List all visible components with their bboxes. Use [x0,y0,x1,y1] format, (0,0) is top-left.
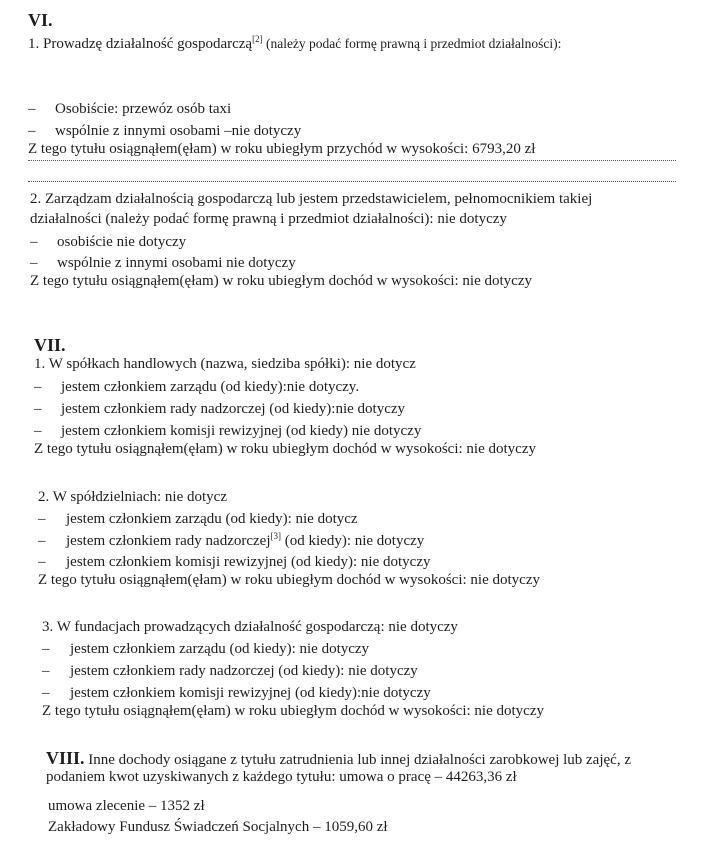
commercial-income-line: Z tego tytułu osiągnąłem(ęłam) w roku ubiegłym dochód w wysokości: nie dotyczy [34,441,536,457]
coop-audit-line: – jestem członkiem komisji rewizyjnej (od kiedy): nie dotyczy [38,554,431,570]
management-personal-line: – osobiście nie dotyczy [30,234,187,250]
foundation-board-line: – jestem członkiem zarządu (od kiedy): nie dotyczy [42,641,370,657]
business-activity-note: (należy podać formę prawną i przedmiot działalności): [262,36,562,51]
business-personal-line: – Osobiście: przewóz osób taxi [28,101,232,117]
section-heading-viii: VIII. [46,748,85,768]
business-personal-text: Osobiście: przewóz osób taxi [55,101,232,117]
business-joint-text: wspólnie z innymi osobami –nie dotyczy [55,123,302,139]
footnote-ref-2: [2] [252,34,263,44]
foundations-line: 3. W fundacjach prowadzących działalność gospodarczą: nie dotyczy [42,619,458,635]
coop-supervisory-line: – jestem członkiem rady nadzorczej[3] (od kiedy): nie dotyczy [38,531,425,549]
commercial-board-text: jestem członkiem zarządu (od kiedy):nie dotyczy. [61,379,360,395]
commercial-companies-line: 1. W spółkach handlowych (nazwa, siedziba spółki): nie dotycz [34,356,416,372]
other-income-text: Inne dochody osiągane z tytułu zatrudnienia lub innej działalności zarobkowej lub zajęć, z [84,752,631,768]
dotted-separator [28,181,676,182]
business-activity-line [28,35,561,53]
management-personal-text: osobiście nie dotyczy [57,234,187,250]
management-joint-line: – wspólnie z innymi osobami nie dotyczy [30,255,296,271]
commercial-audit-text: jestem członkiem komisji rewizyjnej (od kiedy) nie dotyczy [61,423,422,439]
foundation-audit-line: – jestem członkiem komisji rewizyjnej (od kiedy):nie dotyczy [42,685,431,701]
section-heading-vii: VII. [34,335,66,355]
management-income-line: Z tego tytułu osiągnąłem(ęłam) w roku ubiegłym dochód w wysokości: nie dotyczy [30,273,532,289]
business-income-line: Z tego tytułu osiągnąłem(ęłam) w roku ubiegłym przychód w wysokości: 6793,20 zł [28,141,536,157]
coop-supervisory-suffix: (od kiedy): nie dotyczy [281,533,425,549]
foundation-supervisory-text: jestem członkiem rady nadzorczej (od kiedy): nie dotyczy [70,663,418,679]
coop-income-line: Z tego tytułu osiągnąłem(ęłam) w roku ubiegłym dochód w wysokości: nie dotyczy [38,572,540,588]
dotted-separator [28,160,676,161]
other-income-line-4: Zakładowy Fundusz Świadczeń Socjalnych – 1059,60 zł [48,819,388,835]
section-heading-vi: VI. [28,10,53,30]
foundation-supervisory-line: – jestem członkiem rady nadzorczej (od kiedy): nie dotyczy [42,663,418,679]
business-activity-text: 1. Prowadzę działalność gospodarczą [28,36,253,52]
commercial-audit-line: – jestem członkiem komisji rewizyjnej (od kiedy) nie dotyczy [34,423,422,439]
foundation-audit-text: jestem członkiem komisji rewizyjnej (od kiedy):nie dotyczy [70,685,431,701]
coop-board-line: – jestem członkiem zarządu (od kiedy): nie dotycz [38,511,358,527]
footnote-ref-3: [3] [270,531,281,541]
coop-supervisory-text: jestem członkiem rady nadzorczej [66,533,271,549]
other-income-line-3: umowa zlecenie – 1352 zł [48,798,205,814]
commercial-board-line: – jestem członkiem zarządu (od kiedy):nie dotyczy. [34,379,360,395]
cooperatives-line: 2. W spółdzielniach: nie dotycz [38,489,227,505]
commercial-supervisory-line: – jestem członkiem rady nadzorczej (od kiedy):nie dotyczy [34,401,406,417]
foundation-board-text: jestem członkiem zarządu (od kiedy): nie dotyczy [70,641,370,657]
coop-audit-text: jestem członkiem komisji rewizyjnej (od kiedy): nie dotyczy [66,554,431,570]
foundation-income-line: Z tego tytułu osiągnąłem(ęłam) w roku ubiegłym dochód w wysokości: nie dotyczy [42,703,544,719]
management-joint-text: wspólnie z innymi osobami nie dotyczy [57,255,296,271]
management-line-2: działalności (należy podać formę prawną i przedmiot działalności): nie dotyczy [30,211,507,227]
management-line-1: 2. Zarządzam działalnością gospodarczą lub jestem przedstawicielem, pełnomocnikiem takiej [30,191,593,207]
business-joint-line: – wspólnie z innymi osobami –nie dotyczy [28,123,302,139]
coop-board-text: jestem członkiem zarządu (od kiedy): nie dotycz [66,511,358,527]
other-income-line-2: podaniem kwot uzyskiwanych z każdego tytułu: umowa o pracę – 44263,36 zł [46,769,517,785]
commercial-supervisory-text: jestem członkiem rady nadzorczej (od kiedy):nie dotyczy [61,401,406,417]
other-income-line-1 [46,748,631,769]
